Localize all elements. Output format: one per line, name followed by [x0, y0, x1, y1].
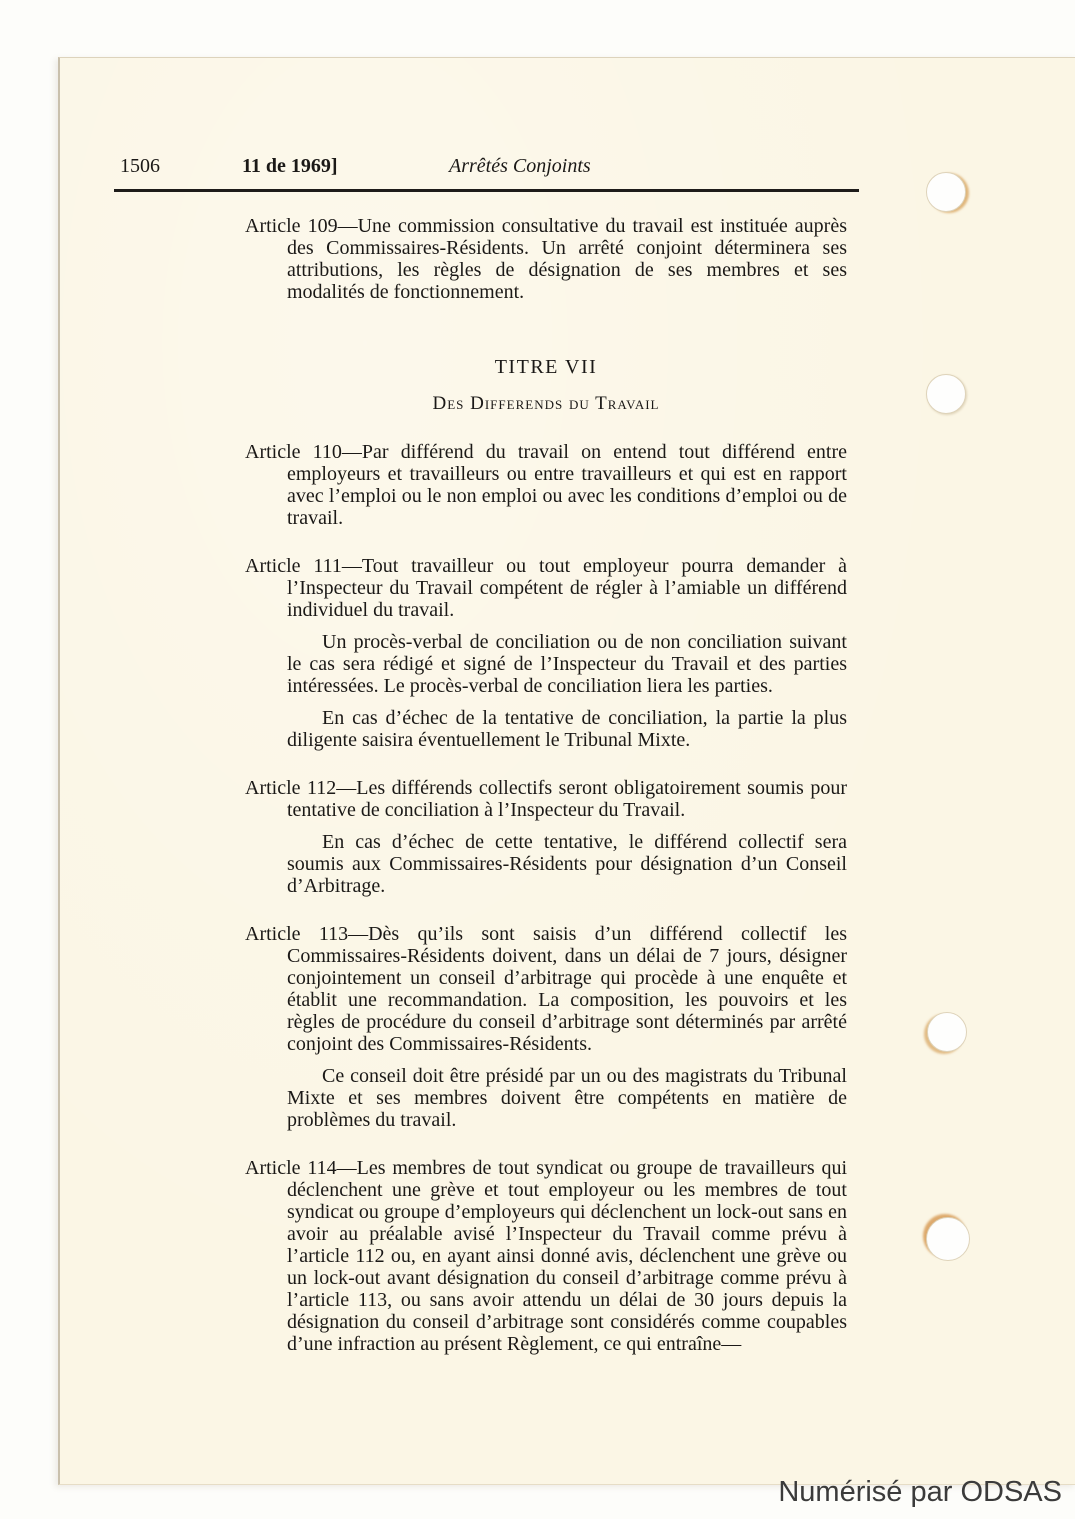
article-113-para-1: Ce conseil doit être présidé par un ou des magistrats du Tribunal Mixte et ses membres doivent être compétents en matière de problèmes du travail. [287, 1065, 847, 1131]
page-header [60, 154, 1075, 180]
article-111-para-1: Un procès-verbal de conciliation ou de non conciliation suivant le cas sera rédigé et signé de l’Inspecteur du Travail et des parties intéressées. Le procès-verbal de conciliation liera les parties. [287, 631, 847, 697]
document-page [58, 57, 1075, 1485]
section-subtitle: Des Differends du Travail [432, 393, 660, 414]
punch-hole-2 [926, 374, 966, 414]
header-rule [114, 189, 859, 192]
article-112-para-1: En cas d’échec de cette tentative, le différend collectif sera soumis aux Commissaires-Résidents pour désignation d’un Conseil d’Arbitrage. [287, 831, 847, 897]
article-111-para-2: En cas d’échec de la tentative de conciliation, la partie la plus diligente saisira éventuellement le Tribunal Mixte. [287, 707, 847, 751]
section-title: TITRE VII [494, 356, 598, 378]
article-111-lead: Article 111—Tout travailleur ou tout employeur pourra demander à l’Inspecteur du Travail compétent de régler à l’amiable un différend individuel du travail. [245, 555, 847, 621]
article-113-lead: Article 113—Dès qu’ils sont saisis d’un différend collectif les Commissaires-Résidents doivent, dans un délai de 7 jours, désigner conjointement un conseil d’arbitrage qui procède à une enquête et établit une recommandation. La composition, les pouvoirs et les règles de procédure du conseil d’arbitrage sont déterminés par arrêté conjoint des Commissaires-Résidents. [245, 923, 847, 1055]
punch-hole-1 [926, 172, 966, 212]
section-heading [245, 356, 847, 415]
article-109: Article 109—Une commission consultative du travail est instituée auprès des Commissaires-Résidents. Un arrêté conjoint déterminera ses attributions, les règles de désignation de ses membres et ses modalités de fonctionnement. [245, 215, 847, 303]
journal-title: Arrêtés Conjoints [449, 155, 591, 177]
odsas-watermark: Numérisé par ODSAS [778, 1476, 1062, 1508]
document-body [245, 215, 847, 1355]
punch-hole-4 [926, 1217, 970, 1261]
article-110: Article 110—Par différend du travail on entend tout différend entre employeurs et travailleurs ou entre travailleurs et qui est en rapport avec l’emploi ou le non emploi ou avec les conditions d’emploi ou de travail. [245, 441, 847, 529]
issue-reference: 11 de 1969] [242, 155, 338, 177]
article-114: Article 114—Les membres de tout syndicat ou groupe de travailleurs qui déclenchent une grève et tout employeur ou les membres de tout syndicat ou groupe d’employeurs qui déclenchent un lock-out sans en avoir au préalable avisé l’Inspecteur du Travail comme prévu à l’article 112 ou, en ayant ainsi donné avis, déclenchent une grève ou un lock-out avant désignation du conseil d’arbitrage comme prévu à l’article 113, ou sans avoir attendu un délai de 30 jours depuis la désignation du conseil d’arbitrage sont considérés comme coupables d’une infraction au présent Règlement, ce qui entraîne— [245, 1157, 847, 1355]
article-112-lead: Article 112—Les différends collectifs seront obligatoirement soumis pour tentative de conciliation à l’Inspecteur du Travail. [245, 777, 847, 821]
page-number: 1506 [120, 155, 160, 177]
punch-hole-3 [927, 1012, 967, 1052]
